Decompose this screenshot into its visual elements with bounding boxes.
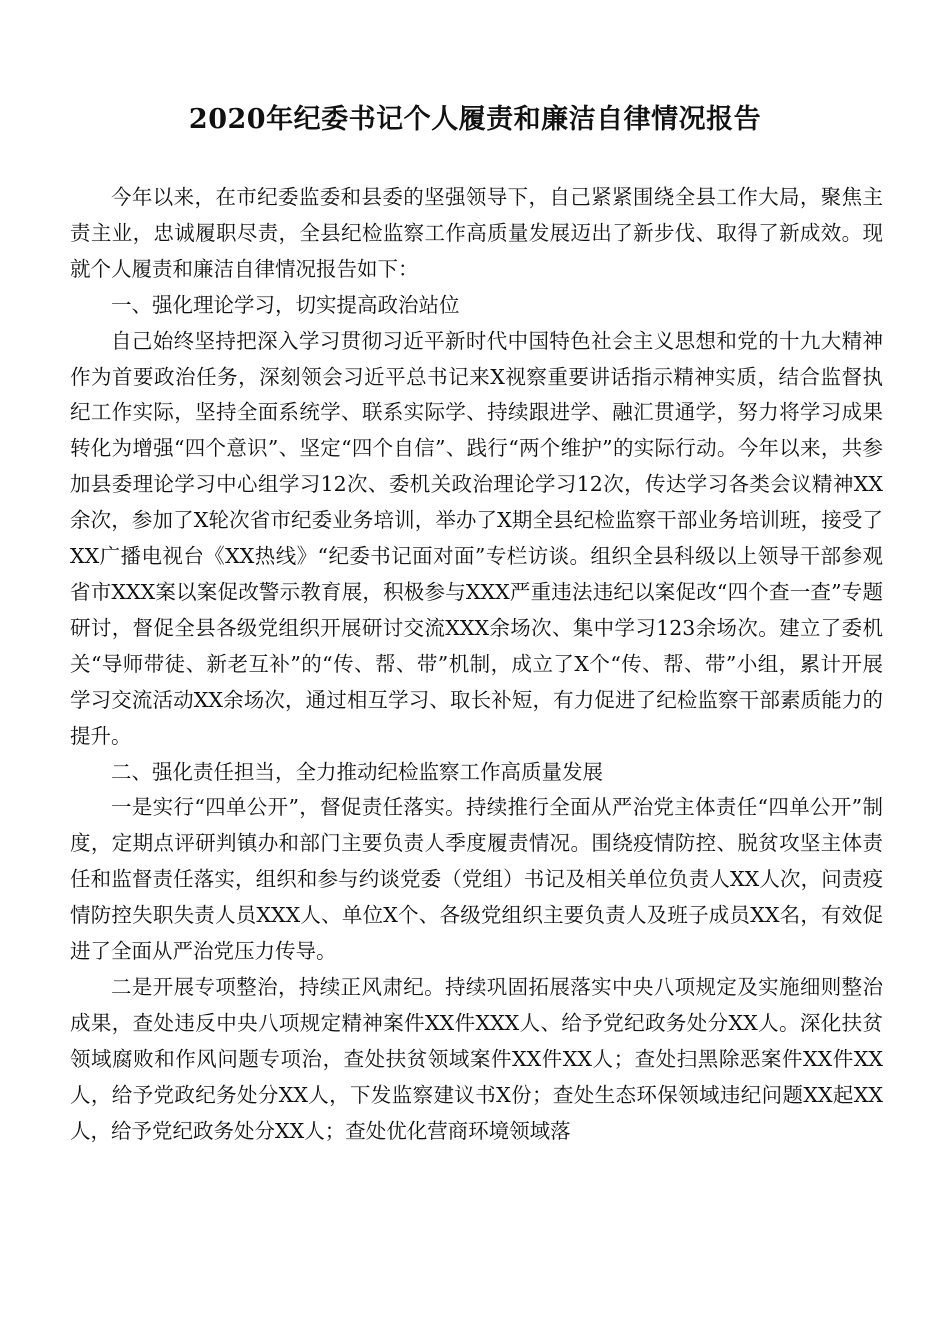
section-heading-2: 二、强化责任担当，全力推动纪检监察工作高质量发展 bbox=[111, 759, 603, 784]
document-body bbox=[70, 180, 883, 1149]
document-title: 2020年纪委书记个人履责和廉洁自律情况报告 bbox=[188, 104, 762, 135]
section-2-paragraph-2: 二是开展专项整治，持续正风肃纪。持续巩固拓展落实中央八项规定及实施细则整治成果，查处违反中央八项规定精神案件XX件XXX人、给予党纪政务处分XX人。深化扶贫领域腐败和作风问题专项治，查处扶贫领域案件XX件XX人；查处扫黑除恶案件XX件XX人，给予党政纪务处分XX人，下发监察建议书X份；查处生态环保领域违纪问题XX起XX人，给予党纪政务处分XX人；查处优化营商环境领域落 bbox=[70, 974, 883, 1143]
section-2-paragraph-1: 一是实行“四单公开”，督促责任落实。持续推行全面从严治党主体责任“四单公开”制度，定期点评研判镇办和部门主要负责人季度履责情况。围绕疫情防控、脱贫攻坚主体责任和监督责任落实，组织和参与约谈党委（党组）书记及相关单位负责人XX人次，问责疫情防控失职失责人员XXX人、单位X个、各级党组织主要负责人及班子成员XX名，有效促进了全面从严治党压力传导。 bbox=[70, 795, 883, 964]
section-heading-1: 一、强化理论学习，切实提高政治站位 bbox=[111, 292, 460, 317]
intro-paragraph: 今年以来，在市纪委监委和县委的坚强领导下，自己紧紧围绕全县工作大局，聚焦主责主业，忠诚履职尽责，全县纪检监察工作高质量发展迈出了新步伐、取得了新成效。现就个人履责和廉洁自律情况报告如下： bbox=[70, 185, 883, 281]
section-1-paragraph: 自己始终坚持把深入学习贯彻习近平新时代中国特色社会主义思想和党的十九大精神作为首要政治任务，深刻领会习近平总书记来X视察重要讲话指示精神实质，结合监督执纪工作实际，坚持全面系统学、联系实际学、持续跟进学、融汇贯通学，努力将学习成果转化为增强“四个意识”、坚定“四个自信”、践行“两个维护”的实际行动。今年以来，共参加县委理论学习中心组学习12次、委机关政治理论学习12次，传达学习各类会议精神XX余次，参加了X轮次省市纪委业务培训，举办了X期全县纪检监察干部业务培训班，接受了XX广播电视台《XX热线》“纪委书记面对面”专栏访谈。组织全县科级以上领导干部参观省市XXX案以案促改警示教育展，积极参与XXX严重违法违纪以案促改“四个查一查”专题研讨，督促全县各级党组织开展研讨交流XXX余场次、集中学习123余场次。建立了委机关“导师带徒、新老互补”的“传、帮、带”机制，成立了X个“传、帮、带”小组，累计开展学习交流活动XX余场次，通过相互学习、取长补短，有力促进了纪检监察干部素质能力的提升。 bbox=[70, 328, 883, 748]
